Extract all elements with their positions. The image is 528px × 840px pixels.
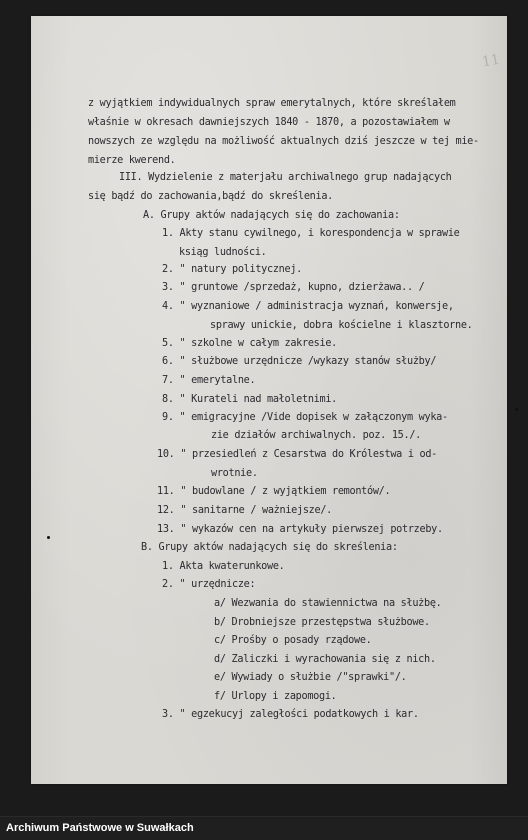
staple-hole xyxy=(47,536,50,539)
list-item: 3. " egzekucyj zaległości podatkowych i kar. xyxy=(162,709,419,720)
text-line: mierze kwerend. xyxy=(88,155,176,166)
list-item: 8. " Kurateli nad małoletnimi. xyxy=(162,394,338,405)
page-number: 11 xyxy=(480,51,502,71)
list-item: 3. " gruntowe /sprzedaż, kupno, dzierżawa.. / xyxy=(162,282,425,293)
document-page xyxy=(31,16,507,784)
list-item: 2. " natury politycznej. xyxy=(162,264,303,275)
text-line: się bądź do zachowania,bądź do skreślenia. xyxy=(88,191,334,202)
list-item: 1. Akta kwaterunkowe. xyxy=(162,561,285,572)
text-line: właśnie w okresach dawniejszych 1840 - 1870, a pozostawiałem w xyxy=(88,117,450,128)
sub-list-item: d/ Zaliczki i wyrachowania się z nich. xyxy=(214,654,436,665)
sub-list-item: b/ Drobniejsze przestępstwa służbowe. xyxy=(214,617,430,628)
sub-list-item: f/ Urlopy i zapomogi. xyxy=(214,691,337,702)
list-item: 5. " szkolne w całym zakresie. xyxy=(162,338,338,349)
subsection-heading: B. Grupy aktów nadających się do skreślenia: xyxy=(141,542,398,553)
section-heading: III. Wydzielenie z materjału archiwalnego grup nadających xyxy=(119,172,452,183)
list-item: 1. Akty stanu cywilnego, i korespondencja w sprawie xyxy=(162,228,460,239)
archive-footer xyxy=(0,816,528,840)
text-line: nowszych ze względu na możliwość aktualnych dziś jeszcze w tej mie- xyxy=(88,136,479,147)
list-item: 12. " sanitarne / ważniejsze/. xyxy=(157,505,333,516)
list-item-continuation: sprawy unickie, dobra kościelne i klasztorne. xyxy=(210,320,473,331)
sub-list-item: e/ Wywiady o służbie /"sprawki"/. xyxy=(214,672,407,683)
archive-label: Archiwum Państwowe w Suwałkach xyxy=(6,822,194,834)
list-item: 6. " służbowe urzędnicze /wykazy stanów służby/ xyxy=(162,356,437,367)
subsection-heading: A. Grupy aktów nadających się do zachowania: xyxy=(143,210,400,221)
list-item: 13. " wykazów cen na artykuły pierwszej potrzeby. xyxy=(157,524,443,535)
list-item: 7. " emerytalne. xyxy=(162,375,256,386)
text-line: z wyjątkiem indywidualnych spraw emerytalnych, które skreślałem xyxy=(88,98,456,109)
list-item: 10. " przesiedleń z Cesarstwa do Królestwa i od- xyxy=(157,449,438,460)
list-item: 2. " urzędnicze: xyxy=(162,579,256,590)
list-item: 9. " emigracyjne /Vide dopisek w załączonym wyka- xyxy=(162,412,448,423)
list-item: 4. " wyznaniowe / administracja wyznań, konwersje, xyxy=(162,301,454,312)
sub-list-item: c/ Prośby o posady rządowe. xyxy=(214,635,372,646)
list-item: 11. " budowlane / z wyjątkiem remontów/. xyxy=(157,486,391,497)
sub-list-item: a/ Wezwania do stawiennictwa na służbę. xyxy=(214,598,442,609)
list-item-continuation: wrotnie. xyxy=(211,468,258,479)
list-item-continuation: zie działów archiwalnych. poz. 15./. xyxy=(211,430,422,441)
list-item-continuation: ksiąg ludności. xyxy=(179,247,267,258)
staple-hole xyxy=(515,408,518,411)
